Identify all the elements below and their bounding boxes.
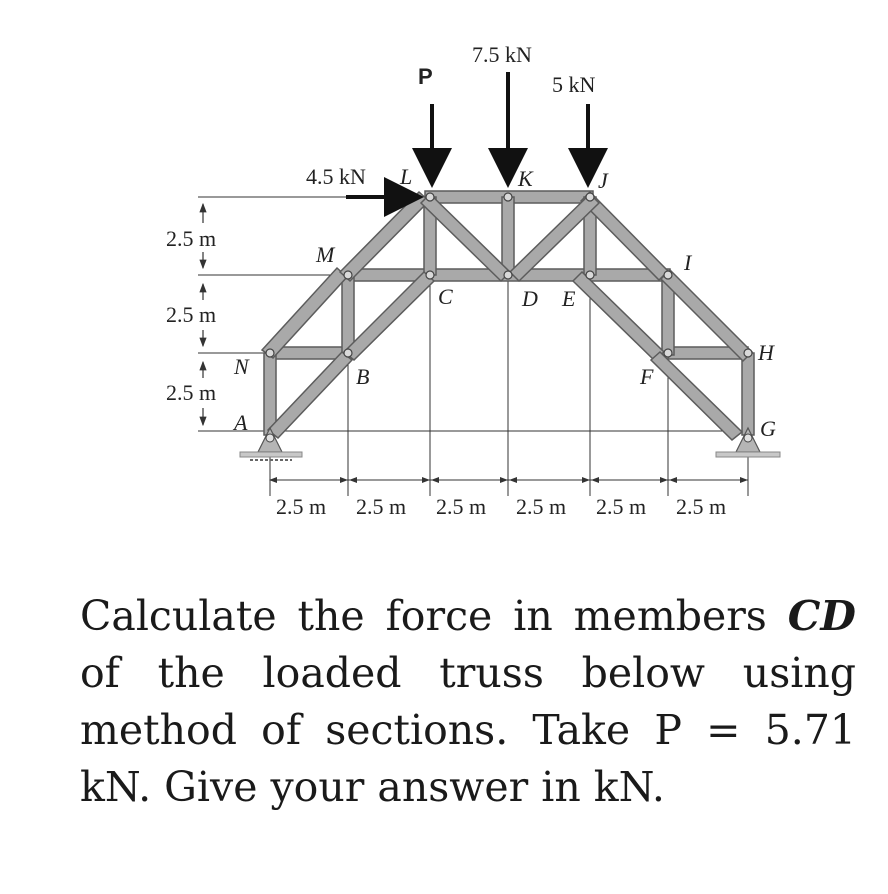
hdim-4: 2.5 m bbox=[516, 494, 567, 519]
hdim-6: 2.5 m bbox=[676, 494, 727, 519]
node-n: N bbox=[234, 354, 249, 379]
vdim-3: 2.5 m bbox=[166, 380, 217, 405]
label-load-l: 4.5 kN bbox=[306, 164, 366, 189]
question-text bbox=[80, 588, 856, 816]
node-b: B bbox=[356, 364, 370, 389]
node-h: H bbox=[758, 340, 774, 365]
vdim-2: 2.5 m bbox=[166, 302, 217, 327]
label-p: P bbox=[418, 64, 433, 89]
question-part-2: of the loaded truss below using method of sections. Take P = 5.71 kN. Give your answer in kN. bbox=[80, 649, 856, 811]
label-load-j: 5 kN bbox=[552, 72, 596, 97]
node-d: D bbox=[522, 286, 538, 311]
hdim-2: 2.5 m bbox=[356, 494, 407, 519]
vertical-dimension-labels bbox=[166, 226, 216, 405]
node-k: K bbox=[518, 166, 533, 191]
node-e: E bbox=[562, 286, 576, 311]
label-load-k: 7.5 kN bbox=[472, 42, 532, 67]
hdim-3: 2.5 m bbox=[436, 494, 487, 519]
vdim-1: 2.5 m bbox=[166, 226, 217, 251]
node-c: C bbox=[438, 284, 453, 309]
hdim-5: 2.5 m bbox=[596, 494, 647, 519]
node-a: A bbox=[234, 410, 248, 435]
node-g: G bbox=[760, 416, 776, 441]
node-i: I bbox=[684, 250, 692, 275]
horizontal-dimension-labels bbox=[276, 494, 726, 519]
node-j: J bbox=[598, 168, 608, 193]
support-a bbox=[240, 428, 302, 460]
question-member: CD bbox=[787, 592, 856, 640]
node-f: F bbox=[640, 364, 654, 389]
question-part-1: Calculate the force in members bbox=[80, 592, 767, 640]
node-m: M bbox=[316, 242, 335, 267]
node-l: L bbox=[400, 164, 413, 189]
hdim-1: 2.5 m bbox=[276, 494, 327, 519]
